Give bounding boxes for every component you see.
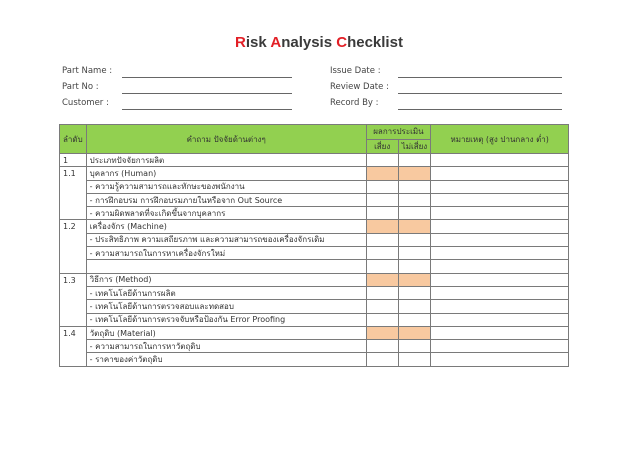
- remark-cell[interactable]: [431, 273, 569, 286]
- table-row: [60, 340, 569, 353]
- customer-label: Customer :: [62, 98, 109, 108]
- review-date-label: Review Date :: [330, 82, 389, 92]
- header-norisk: ไม่เสี่ยง: [398, 139, 431, 154]
- review-date-field[interactable]: [398, 93, 562, 94]
- remark-cell[interactable]: [431, 286, 569, 299]
- norisk-cell[interactable]: [398, 180, 431, 193]
- row-number: 1.4: [60, 326, 87, 339]
- header-remark: หมายเหตุ (สูง ปานกลาง ต่ำ): [431, 125, 569, 154]
- row-question: - ความสามารถในการหาวัตถุดิบ: [86, 340, 366, 353]
- remark-cell[interactable]: [431, 260, 569, 273]
- risk-cell[interactable]: [366, 180, 398, 193]
- risk-cell[interactable]: [366, 247, 398, 260]
- norisk-cell[interactable]: [398, 247, 431, 260]
- norisk-cell[interactable]: [398, 286, 431, 299]
- risk-cell[interactable]: [366, 167, 398, 180]
- norisk-cell[interactable]: [398, 273, 431, 286]
- row-question: - เทคโนโลยีด้านการผลิต: [86, 286, 366, 299]
- remark-cell[interactable]: [431, 353, 569, 366]
- row-number: 1.3: [60, 273, 87, 286]
- row-number: 1.2: [60, 220, 87, 233]
- row-number: [60, 207, 87, 220]
- row-number: [60, 313, 87, 326]
- norisk-cell[interactable]: [398, 154, 431, 167]
- norisk-cell[interactable]: [398, 233, 431, 246]
- issue-date-label: Issue Date :: [330, 66, 381, 76]
- table-row: [60, 233, 569, 246]
- row-number: 1: [60, 154, 87, 167]
- table-row: [60, 167, 569, 180]
- record-by-label: Record By :: [330, 98, 379, 108]
- remark-cell[interactable]: [431, 180, 569, 193]
- part-no-label: Part No :: [62, 82, 99, 92]
- table-row: [60, 154, 569, 167]
- row-number: [60, 340, 87, 353]
- row-question: - ราคาของค่าวัตถุดิบ: [86, 353, 366, 366]
- remark-cell[interactable]: [431, 220, 569, 233]
- row-question: วิธีการ (Method): [86, 273, 366, 286]
- table-row: [60, 247, 569, 260]
- norisk-cell[interactable]: [398, 193, 431, 206]
- remark-cell[interactable]: [431, 154, 569, 167]
- header-risk: เสี่ยง: [366, 139, 398, 154]
- checklist-table: [59, 124, 569, 367]
- issue-date-field[interactable]: [398, 77, 562, 78]
- norisk-cell[interactable]: [398, 340, 431, 353]
- table-row: [60, 313, 569, 326]
- risk-cell[interactable]: [366, 220, 398, 233]
- row-question: - การฝึกอบรม การฝึกอบรมภายในหรือจาก Out Source: [86, 193, 366, 206]
- row-question: - ความสามารถในการหาเครื่องจักรใหม่: [86, 247, 366, 260]
- row-question: - ประสิทธิภาพ ความเสถียรภาพ และความสามารถของเครื่องจักรเดิม: [86, 233, 366, 246]
- risk-cell[interactable]: [366, 300, 398, 313]
- header-question: คำถาม ปัจจัยด้านต่างๆ: [86, 125, 366, 154]
- part-name-label: Part Name :: [62, 66, 113, 76]
- risk-cell[interactable]: [366, 260, 398, 273]
- norisk-cell[interactable]: [398, 313, 431, 326]
- norisk-cell[interactable]: [398, 207, 431, 220]
- row-number: [60, 286, 87, 299]
- remark-cell[interactable]: [431, 193, 569, 206]
- part-no-field[interactable]: [122, 93, 292, 94]
- table-row: [60, 207, 569, 220]
- table-row: [60, 286, 569, 299]
- risk-cell[interactable]: [366, 286, 398, 299]
- record-by-field[interactable]: [398, 109, 562, 110]
- customer-field[interactable]: [122, 109, 292, 110]
- row-number: [60, 300, 87, 313]
- title-letter: A: [270, 34, 282, 51]
- title-text: nalysis: [281, 34, 337, 51]
- title-letter: C: [336, 34, 348, 51]
- remark-cell[interactable]: [431, 300, 569, 313]
- risk-cell[interactable]: [366, 353, 398, 366]
- norisk-cell[interactable]: [398, 326, 431, 339]
- remark-cell[interactable]: [431, 207, 569, 220]
- row-number: [60, 260, 87, 273]
- page-title: [0, 34, 638, 51]
- risk-cell[interactable]: [366, 313, 398, 326]
- norisk-cell[interactable]: [398, 220, 431, 233]
- norisk-cell[interactable]: [398, 260, 431, 273]
- risk-cell[interactable]: [366, 326, 398, 339]
- row-number: [60, 233, 87, 246]
- remark-cell[interactable]: [431, 313, 569, 326]
- row-number: [60, 247, 87, 260]
- row-question: ประเภทปัจจัยการผลิต: [86, 154, 366, 167]
- norisk-cell[interactable]: [398, 300, 431, 313]
- title-letter: R: [235, 34, 246, 51]
- remark-cell[interactable]: [431, 167, 569, 180]
- remark-cell[interactable]: [431, 247, 569, 260]
- row-number: [60, 353, 87, 366]
- table-row: [60, 260, 569, 273]
- title-text: isk: [245, 34, 271, 51]
- remark-cell[interactable]: [431, 326, 569, 339]
- table-row: [60, 273, 569, 286]
- row-question: - ความรู้ความสามารถและทักษะของพนักงาน: [86, 180, 366, 193]
- risk-cell[interactable]: [366, 233, 398, 246]
- risk-cell[interactable]: [366, 273, 398, 286]
- remark-cell[interactable]: [431, 233, 569, 246]
- checklist-body: [60, 154, 569, 367]
- row-number: 1.1: [60, 167, 87, 180]
- row-question: - เทคโนโลยีด้านการตรวจจับหรือป้องกัน Error Proofing: [86, 313, 366, 326]
- row-number: [60, 193, 87, 206]
- row-question: บุคลากร (Human): [86, 167, 366, 180]
- table-row: [60, 353, 569, 366]
- row-question: [86, 260, 366, 273]
- remark-cell[interactable]: [431, 340, 569, 353]
- risk-cell[interactable]: [366, 207, 398, 220]
- risk-cell[interactable]: [366, 340, 398, 353]
- norisk-cell[interactable]: [398, 353, 431, 366]
- part-name-field[interactable]: [122, 77, 292, 78]
- table-row: [60, 326, 569, 339]
- row-question: เครื่องจักร (Machine): [86, 220, 366, 233]
- table-row: [60, 300, 569, 313]
- table-row: [60, 193, 569, 206]
- table-row: [60, 180, 569, 193]
- norisk-cell[interactable]: [398, 167, 431, 180]
- risk-cell[interactable]: [366, 154, 398, 167]
- title-text: hecklist: [347, 34, 403, 51]
- row-question: วัตถุดิบ (Material): [86, 326, 366, 339]
- row-question: - ความผิดพลาดที่จะเกิดขึ้นจากบุคลากร: [86, 207, 366, 220]
- row-question: - เทคโนโลยีด้านการตรวจสอบและทดสอบ: [86, 300, 366, 313]
- header-no: ลำดับ: [60, 125, 87, 154]
- risk-cell[interactable]: [366, 193, 398, 206]
- row-number: [60, 180, 87, 193]
- header-result: ผลการประเมิน: [366, 125, 431, 140]
- table-row: [60, 220, 569, 233]
